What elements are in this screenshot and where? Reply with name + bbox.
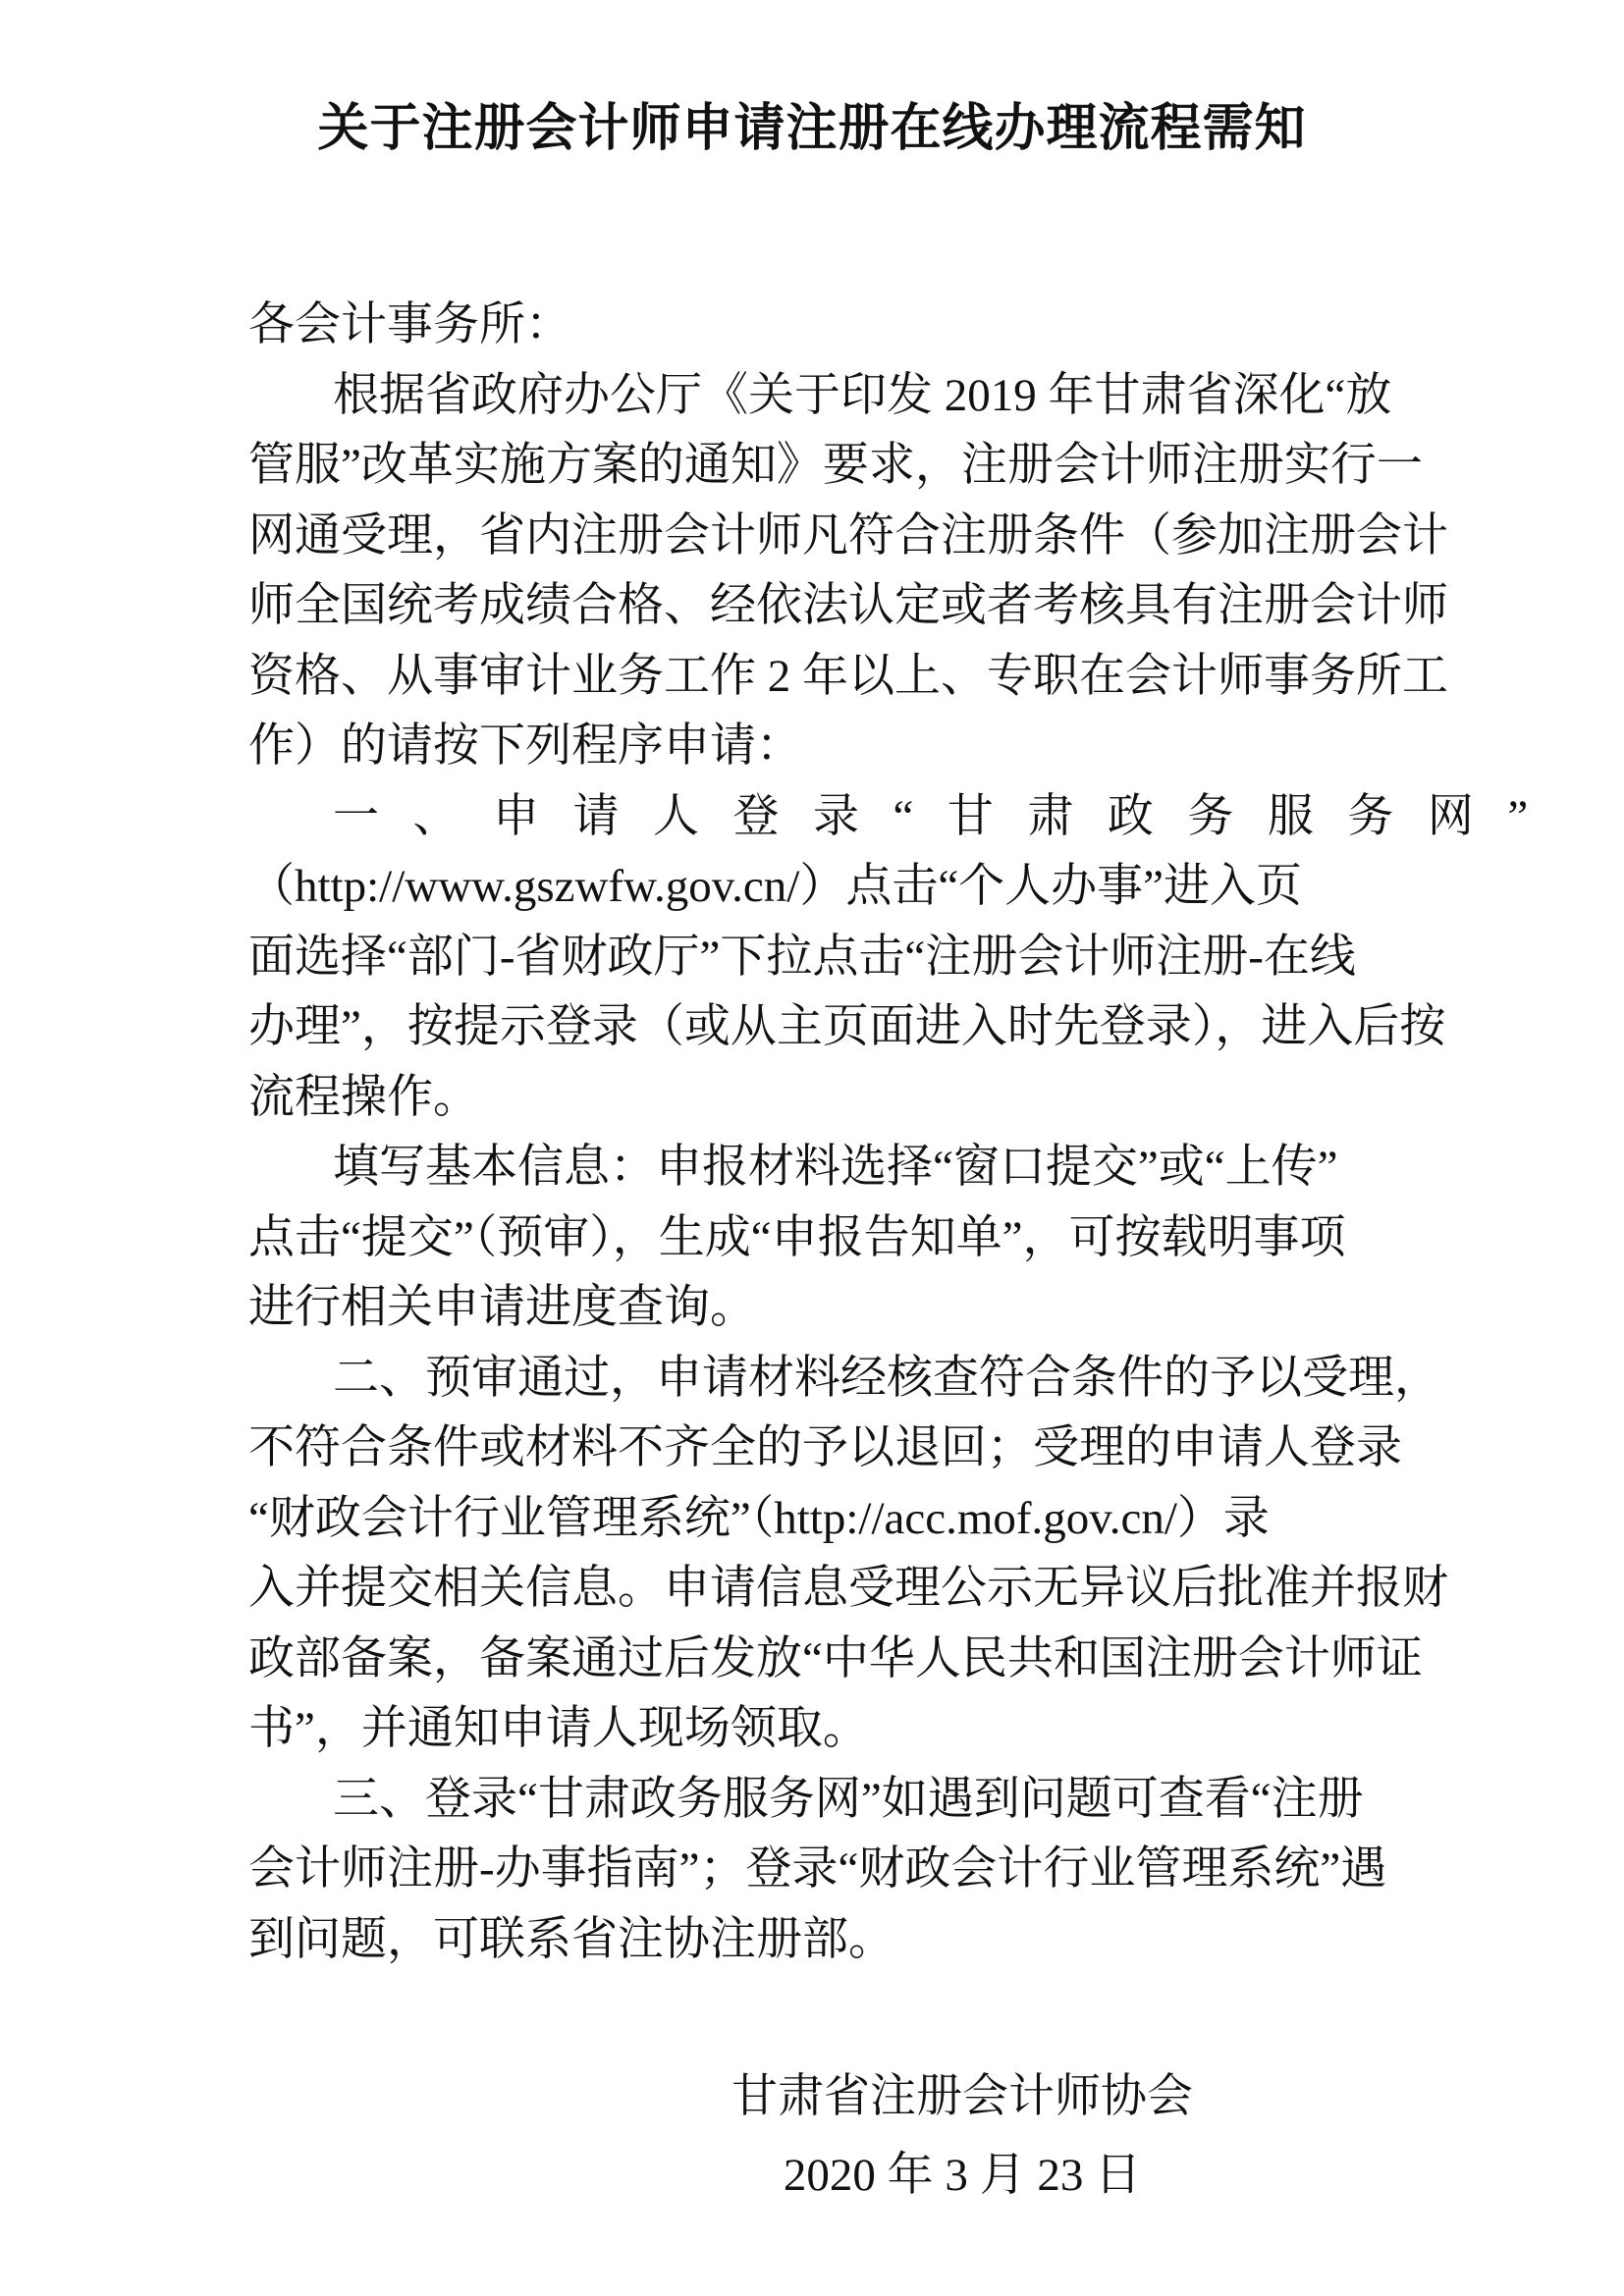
body-line: 书”，并通知申请人现场领取。: [248, 1703, 869, 1754]
body-line: 网通受理，省内注册会计师凡符合注册条件（参加注册会计: [248, 509, 1448, 561]
document-title: 关于注册会计师申请注册在线办理流程需知: [317, 101, 1307, 157]
body-line: 入并提交相关信息。申请信息受理公示无异议后批准并报财: [248, 1563, 1448, 1614]
body-line-url-gszwfw: （http://www.gszwfw.gov.cn/）点击“个人办事”进入页: [248, 861, 1303, 912]
body-line-step-one: 一、申请人登录“甘肃政务服务网”: [333, 790, 1562, 842]
body-line: 作）的请按下列程序申请：: [248, 721, 802, 772]
signature-date: 2020 年 3 月 23 日: [783, 2149, 1142, 2201]
body-line: 会计师注册-办事指南”；登录“财政会计行业管理系统”遇: [248, 1843, 1387, 1895]
body-line: 政部备案，备案通过后发放“中华人民共和国注册会计师证: [248, 1632, 1423, 1684]
body-line: 管服”改革实施方案的通知》要求，注册会计师注册实行一: [248, 440, 1423, 491]
body-line: 不符合条件或材料不齐全的予以退回；受理的申请人登录: [248, 1422, 1402, 1473]
body-line: 到问题，可联系省注协注册部。: [248, 1913, 894, 1965]
document-body: [248, 291, 1562, 1975]
signature-block: [731, 2062, 1193, 2211]
body-line: 填写基本信息：申报材料选择“窗口提交”或“上传”: [333, 1142, 1338, 1193]
body-line: 办理”，按提示登录（或从主页面进入时先登录），进入后按: [248, 1001, 1446, 1052]
body-line-url-accmof: “财政会计行业管理系统”（http://acc.mof.gov.cn/）录: [248, 1492, 1270, 1544]
body-line: 面选择“部门-省财政厅”下拉点击“注册会计师注册-在线: [248, 931, 1356, 983]
body-line: 点击“提交”（预审），生成“申报告知单”，可按载明事项: [248, 1211, 1346, 1263]
signature-org: 甘肃省注册会计师协会: [731, 2071, 1193, 2122]
body-line: 进行相关申请进度查询。: [248, 1282, 756, 1333]
body-line: 师全国统考成绩合格、经依法认定或者考核具有注册会计师: [248, 580, 1448, 631]
body-line-step-two: 二、预审通过，申请材料经核查符合条件的予以受理，: [333, 1352, 1440, 1404]
body-line-step-three: 三、登录“甘肃政务服务网”如遇到问题可查看“注册: [333, 1773, 1364, 1825]
salutation-line: 各会计事务所：: [248, 299, 571, 350]
body-line: 资格、从事审计业务工作 2 年以上、专职在会计师事务所工: [248, 650, 1448, 702]
body-line: 流程操作。: [248, 1071, 479, 1123]
body-line: 根据省政府办公厅《关于印发 2019 年甘肃省深化“放: [333, 369, 1392, 421]
